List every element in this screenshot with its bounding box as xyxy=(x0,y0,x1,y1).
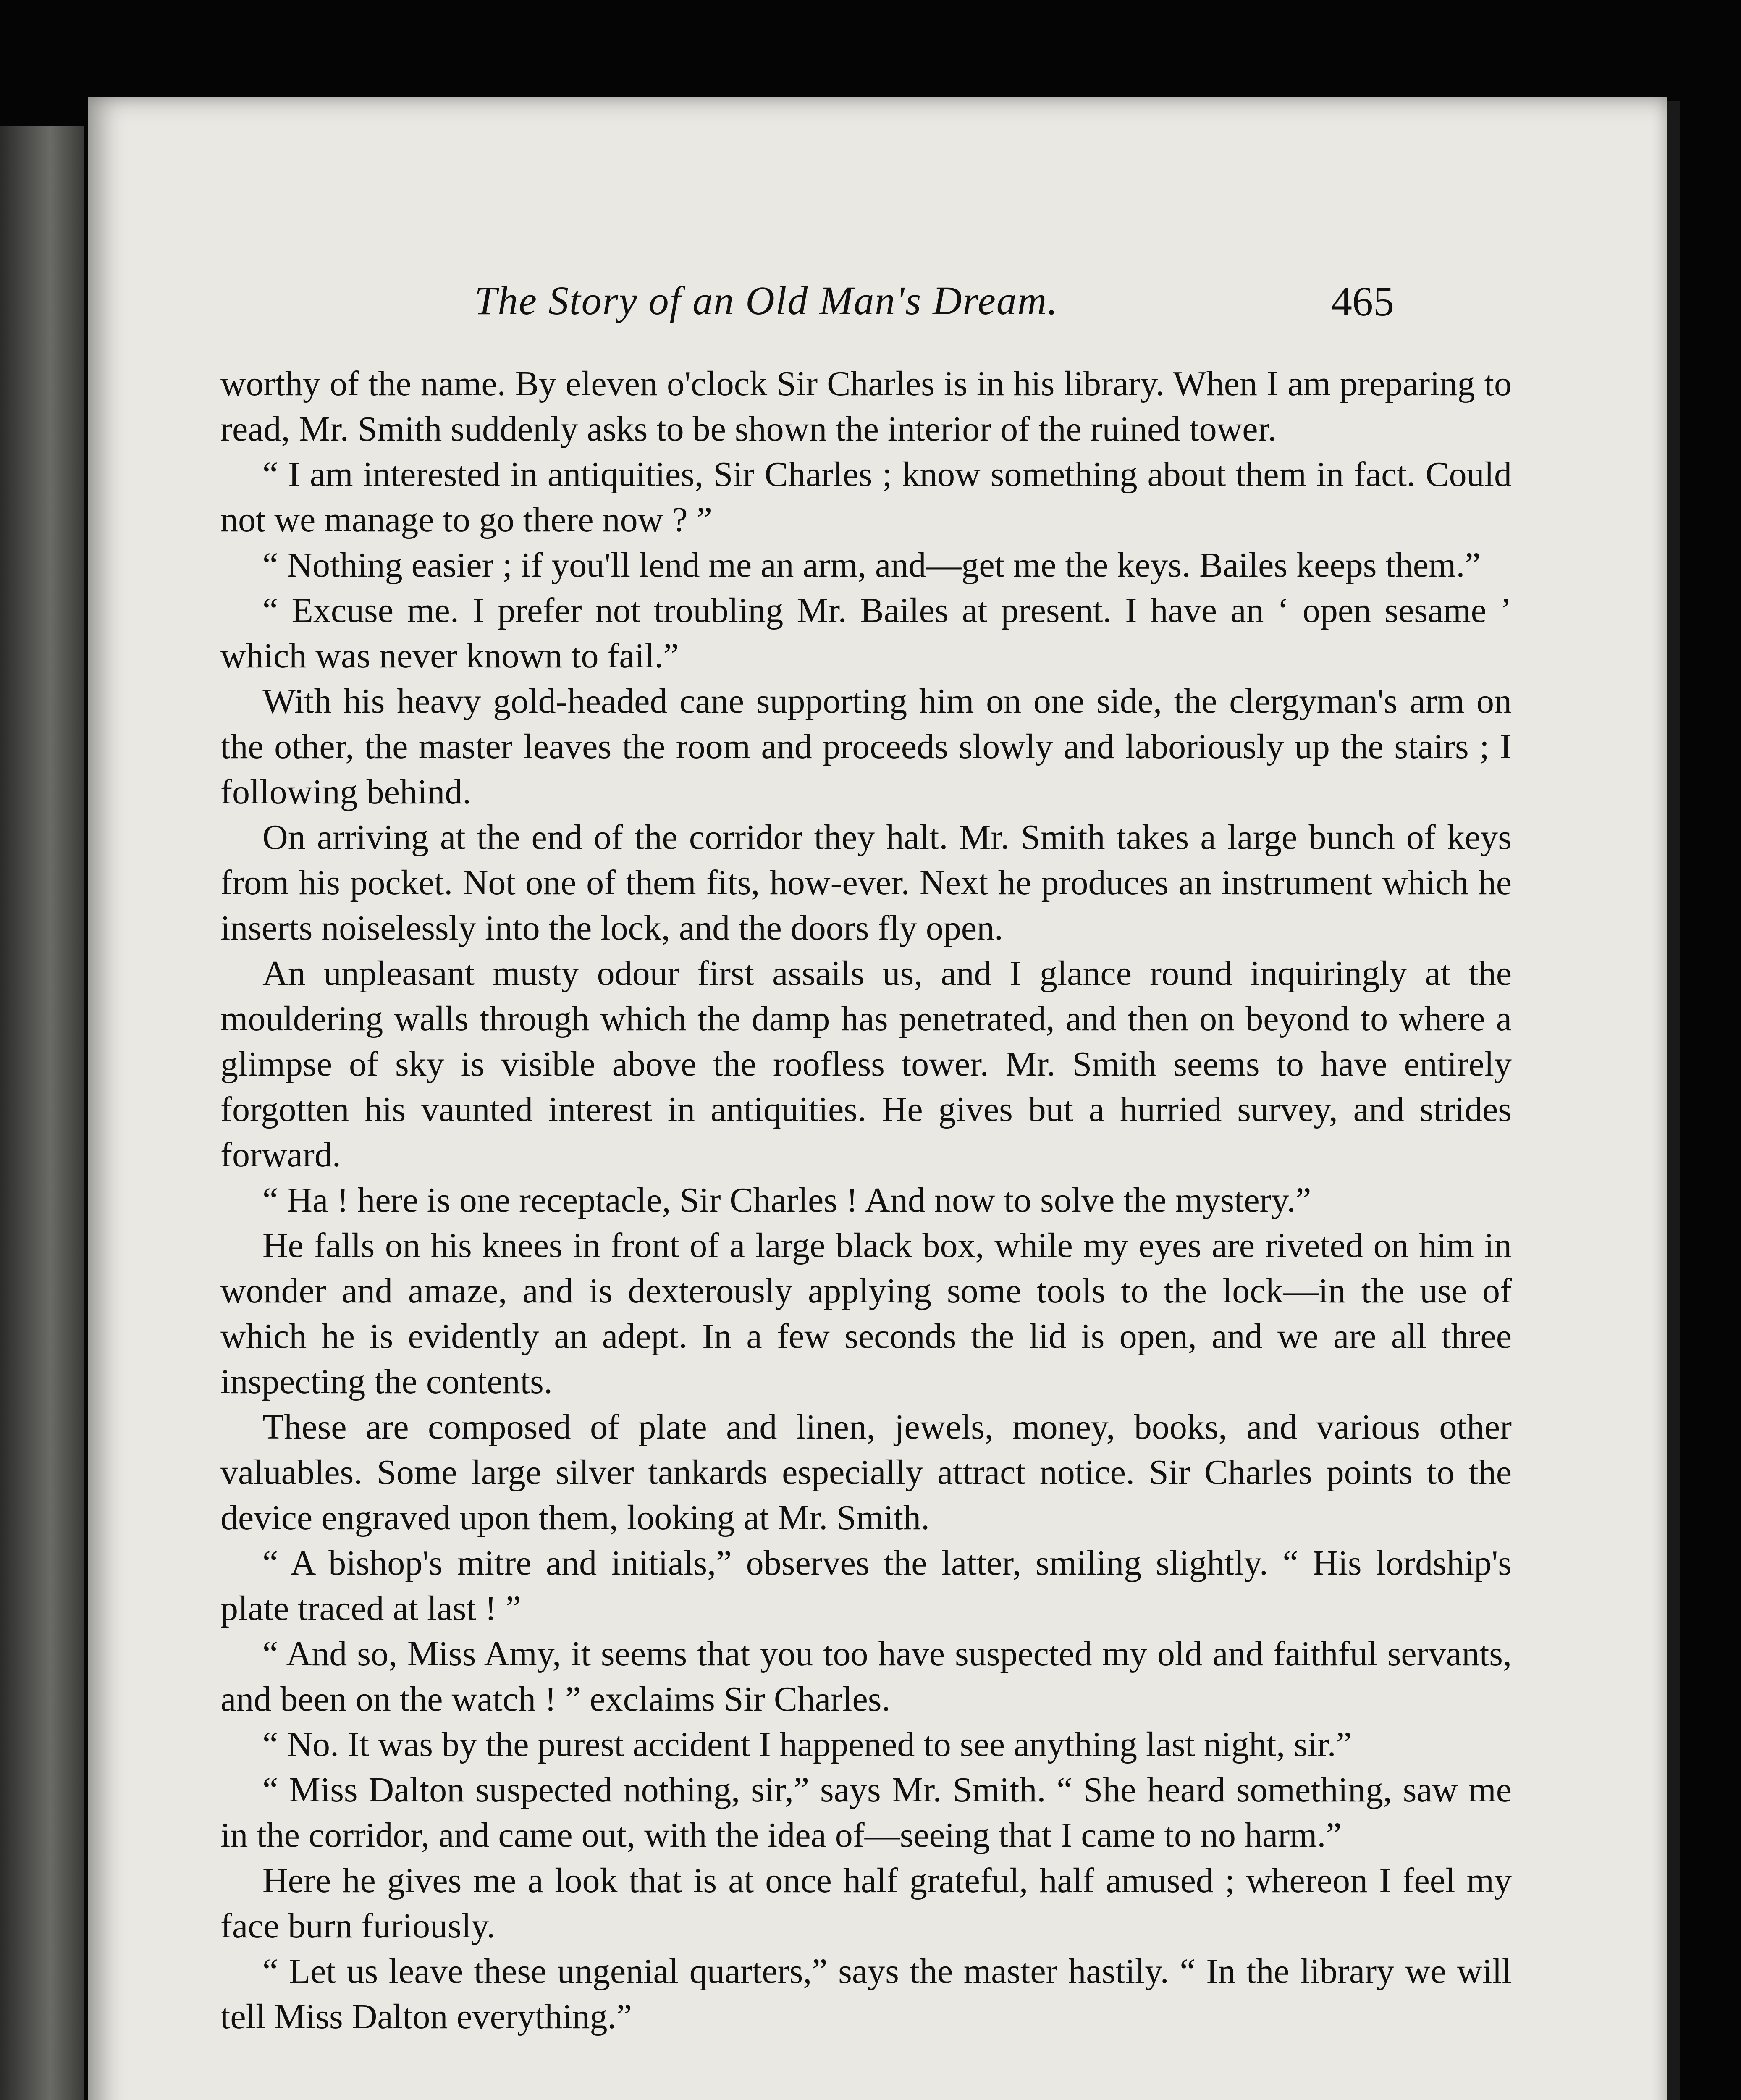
book-page xyxy=(88,97,1667,2100)
paragraph: With his heavy gold-headed cane supporting him on one side, the clergyman's arm on the other, the master leaves the room and proceeds slowly and laboriously up the stairs ; I following behind. xyxy=(220,682,1512,811)
paragraph: “ No. It was by the purest accident I happened to see anything last night, sir.” xyxy=(262,1725,1352,1764)
page-header xyxy=(88,277,1667,344)
paragraph: “ A bishop's mitre and initials,” observes the latter, smiling slightly. “ His lordship's plate traced at last ! ” xyxy=(220,1544,1512,1628)
body-text xyxy=(220,361,1512,2040)
paragraph: An unpleasant musty odour first assails us, and I glance round inquiringly at the mouldering walls through which the damp has penetrated, and then on beyond to where a glimpse of sky is visible above the roofless tower. Mr. Smith seems to have entirely forgotten his vaunted interest in antiquities. He gives but a hurried survey, and strides forward. xyxy=(220,954,1512,1174)
paragraph: worthy of the name. By eleven o'clock Sir Charles is in his library. When I am preparing to read, Mr. Smith suddenly asks to be shown the interior of the ruined tower. xyxy=(220,364,1512,449)
paragraph: “ And so, Miss Amy, it seems that you too have suspected my old and faithful servants, and been on the watch ! ” exclaims Sir Charles. xyxy=(220,1634,1512,1719)
paragraph: These are composed of plate and linen, jewels, money, books, and various other valuables. Some large silver tankards especially attract notice. Sir Charles points to the device engraved upon them, looking at Mr. Smith. xyxy=(220,1407,1512,1537)
running-title: The Story of an Old Man's Dream. xyxy=(475,278,1059,323)
paragraph: “ Let us leave these ungenial quarters,” says the master hastily. “ In the library we will tell Miss Dalton everything.” xyxy=(220,1952,1512,2036)
paragraph: On arriving at the end of the corridor they halt. Mr. Smith takes a large bunch of keys from his pocket. Not one of them fits, how-ever. Next he produces an instrument which he inserts noiselessly into the lock, and the doors fly open. xyxy=(220,818,1512,948)
facing-page-edge xyxy=(0,126,84,2100)
page-number: 465 xyxy=(1331,278,1394,325)
paragraph: “ Excuse me. I prefer not troubling Mr. Bailes at present. I have an ‘ open sesame ’ which was never known to fail.” xyxy=(220,591,1512,675)
paragraph: “ Nothing easier ; if you'll lend me an arm, and—get me the keys. Bailes keeps them.” xyxy=(262,546,1481,585)
paragraph: “ Ha ! here is one receptacle, Sir Charles ! And now to solve the mystery.” xyxy=(262,1181,1311,1220)
paragraph: “ I am interested in antiquities, Sir Charles ; know something about them in fact. Could not we manage to go there now ? ” xyxy=(220,455,1512,539)
paragraph: “ Miss Dalton suspected nothing, sir,” says Mr. Smith. “ She heard something, saw me in the corridor, and came out, with the idea of—seeing that I came to no harm.” xyxy=(220,1770,1512,1855)
page-edge-shadow xyxy=(1667,101,1680,2100)
paragraph: He falls on his knees in front of a large black box, while my eyes are riveted on him in wonder and amaze, and is dexterously applying some tools to the lock—in the use of which he is evidently an adept. In a few seconds the lid is open, and we are all three inspecting the contents. xyxy=(220,1226,1512,1401)
paragraph: Here he gives me a look that is at once half grateful, half amused ; whereon I feel my face burn furiously. xyxy=(220,1861,1512,1945)
